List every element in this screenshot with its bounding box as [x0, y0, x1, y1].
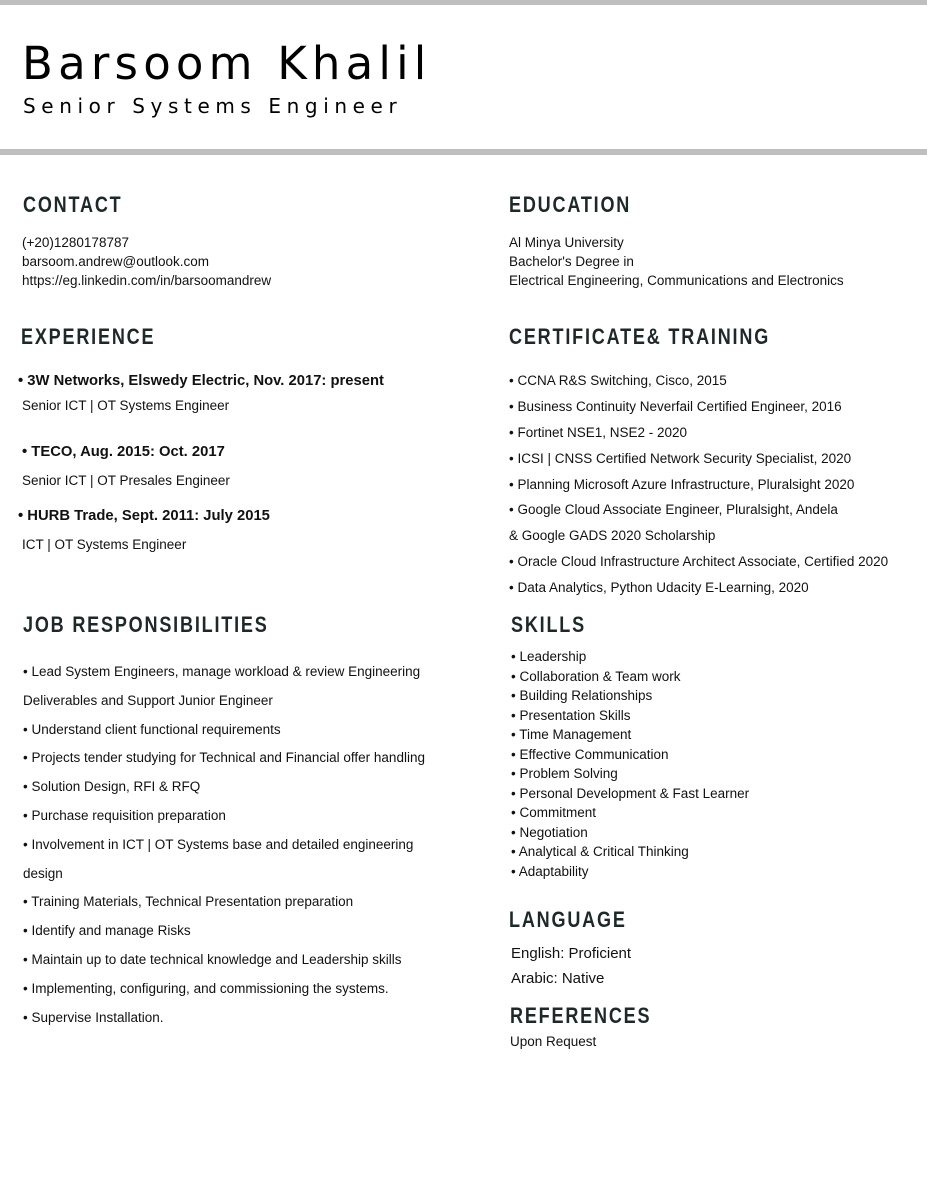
references-heading: REFERENCES: [510, 1003, 652, 1028]
education-degree: Bachelor's Degree in: [509, 254, 634, 269]
candidate-name: Barsoom Khalil: [22, 37, 432, 90]
list-item: Deliverables and Support Junior Engineer: [23, 692, 273, 708]
skills-heading: SKILLS: [511, 612, 586, 637]
list-item: • Commitment: [511, 805, 596, 820]
language-list: [511, 941, 631, 991]
list-item: • Time Management: [511, 727, 632, 742]
list-item: design: [23, 865, 63, 881]
list-item: • Adaptability: [511, 863, 589, 879]
contact-linkedin[interactable]: https://eg.linkedin.com/in/barsoomandrew: [22, 273, 272, 288]
list-item: • Building Relationships: [511, 688, 653, 703]
contact-heading: CONTACT: [23, 192, 123, 217]
education-field: Electrical Engineering, Communications and Electronics: [509, 273, 844, 288]
experience-heading: EXPERIENCE: [21, 324, 156, 349]
list-item: • Leadership: [511, 649, 587, 664]
responsibilities-list: [23, 658, 425, 1032]
candidate-title: Senior Systems Engineer: [23, 94, 403, 118]
experience-item-company: • TECO, Aug. 2015: Oct. 2017: [22, 444, 225, 460]
list-item: • Involvement in ICT | OT Systems base and detailed engineering: [23, 836, 414, 852]
experience-item-role: ICT | OT Systems Engineer: [22, 537, 187, 552]
education-block: [509, 233, 844, 290]
list-item: • Planning Microsoft Azure Infrastructure, Pluralsight 2020: [509, 476, 855, 492]
list-item: • Implementing, configuring, and commissioning the systems.: [23, 980, 389, 996]
list-item: • Collaboration & Team work: [511, 668, 681, 684]
list-item: • Oracle Cloud Infrastructure Architect Associate, Certified 2020: [509, 554, 889, 570]
experience-item-company: • 3W Networks, Elswedy Electric, Nov. 2017: present: [18, 373, 384, 389]
certificates-heading: CERTIFICATE& TRAINING: [509, 324, 771, 349]
list-item: • ICSI | CNSS Certified Network Security Specialist, 2020: [509, 450, 852, 466]
references-text: Upon Request: [510, 1034, 597, 1049]
list-item: • Maintain up to date technical knowledge and Leadership skills: [23, 951, 402, 967]
list-item: & Google GADS 2020 Scholarship: [509, 528, 716, 544]
education-school: Al Minya University: [509, 235, 624, 250]
list-item: • Lead System Engineers, manage workload & review Engineering: [23, 664, 421, 679]
list-item: • Presentation Skills: [511, 707, 631, 723]
list-item: • Analytical & Critical Thinking: [511, 844, 689, 859]
list-item: • CCNA R&S Switching, Cisco, 2015: [509, 373, 727, 388]
list-item: • Fortinet NSE1, NSE2 - 2020: [509, 424, 688, 440]
certificates-list: [509, 368, 888, 601]
list-item: • Personal Development & Fast Learner: [511, 785, 750, 801]
list-item: • Purchase requisition preparation: [23, 807, 226, 823]
language-heading: LANGUAGE: [509, 907, 627, 932]
list-item: • Negotiation: [511, 824, 588, 840]
contact-block: [22, 233, 271, 290]
responsibilities-heading: JOB RESPONSIBILITIES: [23, 612, 269, 637]
header-divider: [0, 149, 927, 155]
list-item: • Business Continuity Neverfail Certified Engineer, 2016: [509, 398, 842, 414]
experience-item-role: Senior ICT | OT Presales Engineer: [22, 473, 230, 488]
experience-item-role: Senior ICT | OT Systems Engineer: [22, 398, 230, 413]
list-item: • Supervise Installation.: [23, 1009, 164, 1025]
list-item: • Identify and manage Risks: [23, 923, 191, 939]
list-item: Arabic: Native: [511, 970, 605, 987]
list-item: • Solution Design, RFI & RFQ: [23, 779, 201, 795]
list-item: • Problem Solving: [511, 766, 618, 781]
list-item: • Google Cloud Associate Engineer, Pluralsight, Andela: [509, 502, 838, 518]
list-item: • Understand client functional requirements: [23, 721, 281, 737]
skills-list: [511, 647, 749, 881]
contact-phone: (+20)1280178787: [22, 235, 129, 250]
list-item: • Training Materials, Technical Presentation preparation: [23, 894, 354, 910]
list-item: • Data Analytics, Python Udacity E-Learning, 2020: [509, 580, 809, 596]
list-item: • Effective Communication: [511, 746, 669, 762]
contact-email[interactable]: barsoom.andrew@outlook.com: [22, 254, 210, 269]
list-item: • Projects tender studying for Technical and Financial offer handling: [23, 750, 425, 766]
top-divider: [0, 0, 927, 5]
experience-item-company: • HURB Trade, Sept. 2011: July 2015: [18, 508, 270, 524]
list-item: English: Proficient: [511, 945, 632, 962]
education-heading: EDUCATION: [509, 192, 632, 217]
